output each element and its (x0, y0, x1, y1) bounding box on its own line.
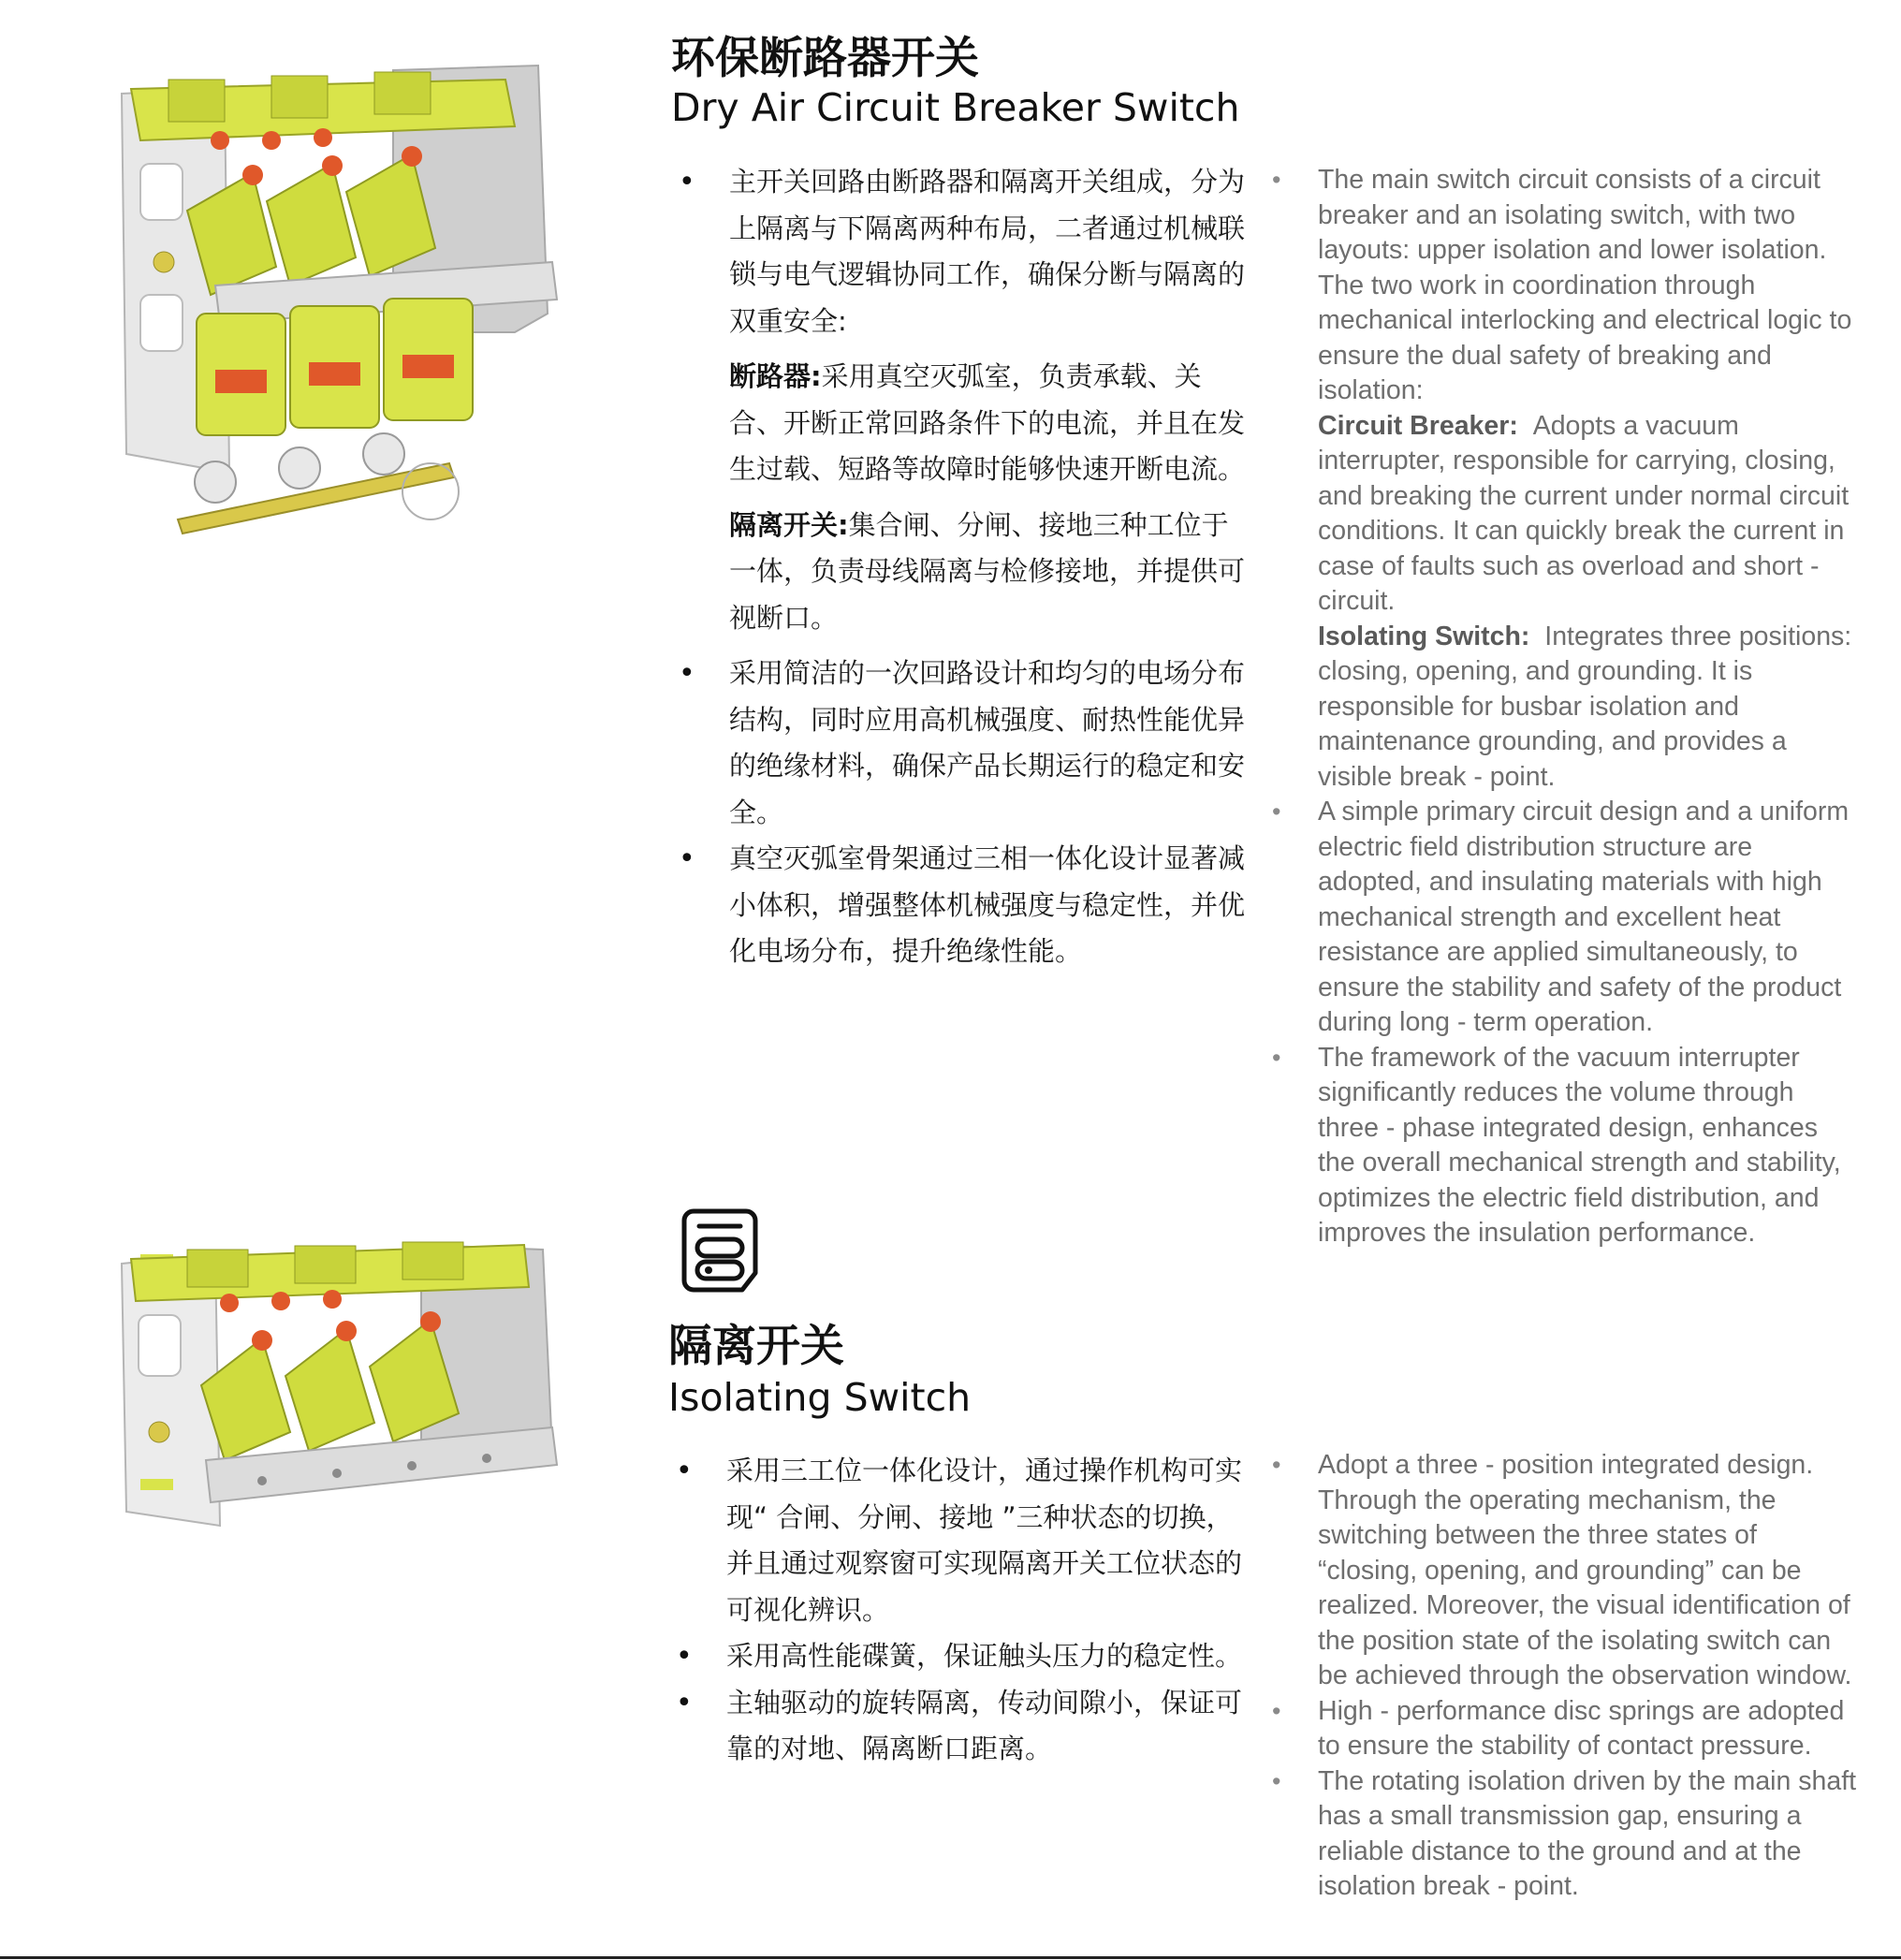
section2-en-bullet-2-text: High - performance disc springs are adopted to ensure the stability of contact pressure. (1318, 1695, 1845, 1761)
section1-en-bullet-2 (1272, 795, 1862, 1041)
section2-en-bullet-1-text: Adopt a three - position integrated design. Through the operating mechanism, the switching between the three states of “closing, opening, and grounding” can be realized. Moreover, the visual identification of the position state of the isolating switch can be achieved through the observation window. (1318, 1450, 1852, 1690)
section2-cn-bullet-3-text: 主轴驱动的旋转隔离，传动间隙小，保证可靠的对地、隔离断口距离。 (726, 1686, 1243, 1764)
isolating-switch-product-image (112, 1236, 562, 1535)
section2-cn-bullet-1 (676, 1448, 1254, 1633)
breaker-label-en: Circuit Breaker: (1318, 410, 1518, 441)
section1-en-bullet-3-text: The framework of the vacuum interrupter significantly reduces the volume through three - phase integrated design, enhances the overall mechanical strength and stability, optimizes the electric field distribution, and improves the insulation performance. (1318, 1042, 1841, 1248)
section2-cn-bullet-1-text: 采用三工位一体化设计，通过操作机构可实现“ 合闸、分闸、接地 ”三种状态的切换，并且通过观察窗可实现隔离开关工位状态的可视化辨识。 (726, 1455, 1243, 1626)
section2-cn-bullet-3 (676, 1680, 1254, 1773)
section1-en-bullet-3 (1272, 1041, 1862, 1251)
breaker-text-cn: 采用真空灭弧室，负责承载、关合、开断正常回路条件下的电流，并且在发生过载、短路等故障时能够快速开断电流。 (729, 360, 1246, 485)
section2-en-bullet-2 (1272, 1694, 1860, 1764)
section2-cn-bullet-2-text: 采用高性能碟簧，保证触头压力的稳定性。 (726, 1640, 1243, 1672)
section1-cn-bullet-1-text: 主开关回路由断路器和隔离开关组成，分为上隔离与下隔离两种布局，二者通过机械联锁与电气逻辑协同工作，确保分断与隔离的双重安全: (729, 166, 1246, 337)
isolator-text-en: Integrates three positions: closing, opening, and grounding. It is responsible for busbar isolation and maintenance grounding, and provides a visible break - point. (1318, 621, 1852, 792)
breaker-text-en: Adopts a vacuum interrupter, responsible for carrying, closing, and breaking the current under normal circuit conditions. It can quickly break the current in case of faults such as overload and short - circuit. (1318, 410, 1850, 616)
section1-cn-sub-block (679, 354, 1245, 641)
section2-cn-features (676, 1448, 1254, 1773)
section1-en-bullet-1 (1272, 163, 1862, 795)
section2-en-bullet-3 (1272, 1764, 1860, 1905)
section1-en-sub (1318, 409, 1862, 796)
isolator-label-en: Isolating Switch: (1318, 621, 1530, 651)
section1-en-bullet-1-text: The main switch circuit consists of a circuit breaker and an isolating switch, with two layouts: upper isolation and lower isolation. The two work in coordination through mechanical interlocking and electrical logic to ensure the dual safety of breaking and isolation: (1318, 165, 1852, 405)
section2-en-bullet-3-text: The rotating isolation driven by the main shaft has a small transmission gap, ensuring a reliable distance to the ground and at the isolation break - point. (1318, 1765, 1857, 1901)
section1-en-bullet-2-text: A simple primary circuit design and a uniform electric field distribution structure are adopted, and insulating materials with high mechanical strength and excellent heat resistance are applied simultaneously, to ensure the stability and safety of the product during long - term operation. (1318, 797, 1850, 1037)
section2-title-en: Isolating Switch (668, 1375, 972, 1420)
section1-cn-bullet-3-text: 真空灭弧室骨架通过三相一体化设计显著减小体积，增强整体机械强度与稳定性，并优化电场分布，提升绝缘性能。 (729, 842, 1246, 967)
isolator-text-cn: 集合闸、分闸、接地三种工位于一体，负责母线隔离与检修接地，并提供可视断口。 (729, 508, 1246, 634)
section1-cn-bullet-2 (679, 651, 1245, 836)
document-switch-icon (680, 1207, 759, 1296)
section1-title-en: Dry Air Circuit Breaker Switch (671, 85, 1240, 130)
section2-cn-bullet-2 (676, 1633, 1254, 1680)
section1-cn-bullet-3 (679, 836, 1245, 975)
section1-title-cn: 环保断路器开关 (671, 33, 979, 84)
section1-cn-features (679, 159, 1245, 975)
section2-title-cn: 隔离开关 (668, 1321, 844, 1372)
isolator-label-cn: 隔离开关: (729, 508, 849, 541)
section2-en-bullet-1 (1272, 1448, 1860, 1694)
section1-cn-bullet-1 (679, 159, 1245, 344)
section1-cn-sub (679, 354, 1245, 641)
section2-en-features (1272, 1448, 1860, 1905)
section1-cn-bullet-2-text: 采用简洁的一次回路设计和均匀的电场分布结构，同时应用高机械强度、耐热性能优异的绝缘材料，确保产品长期运行的稳定和安全。 (729, 657, 1246, 828)
circuit-breaker-product-image (112, 51, 562, 538)
breaker-label-cn: 断路器: (729, 360, 822, 392)
section1-en-features (1272, 163, 1862, 1251)
bottom-rule (0, 1956, 1901, 1959)
